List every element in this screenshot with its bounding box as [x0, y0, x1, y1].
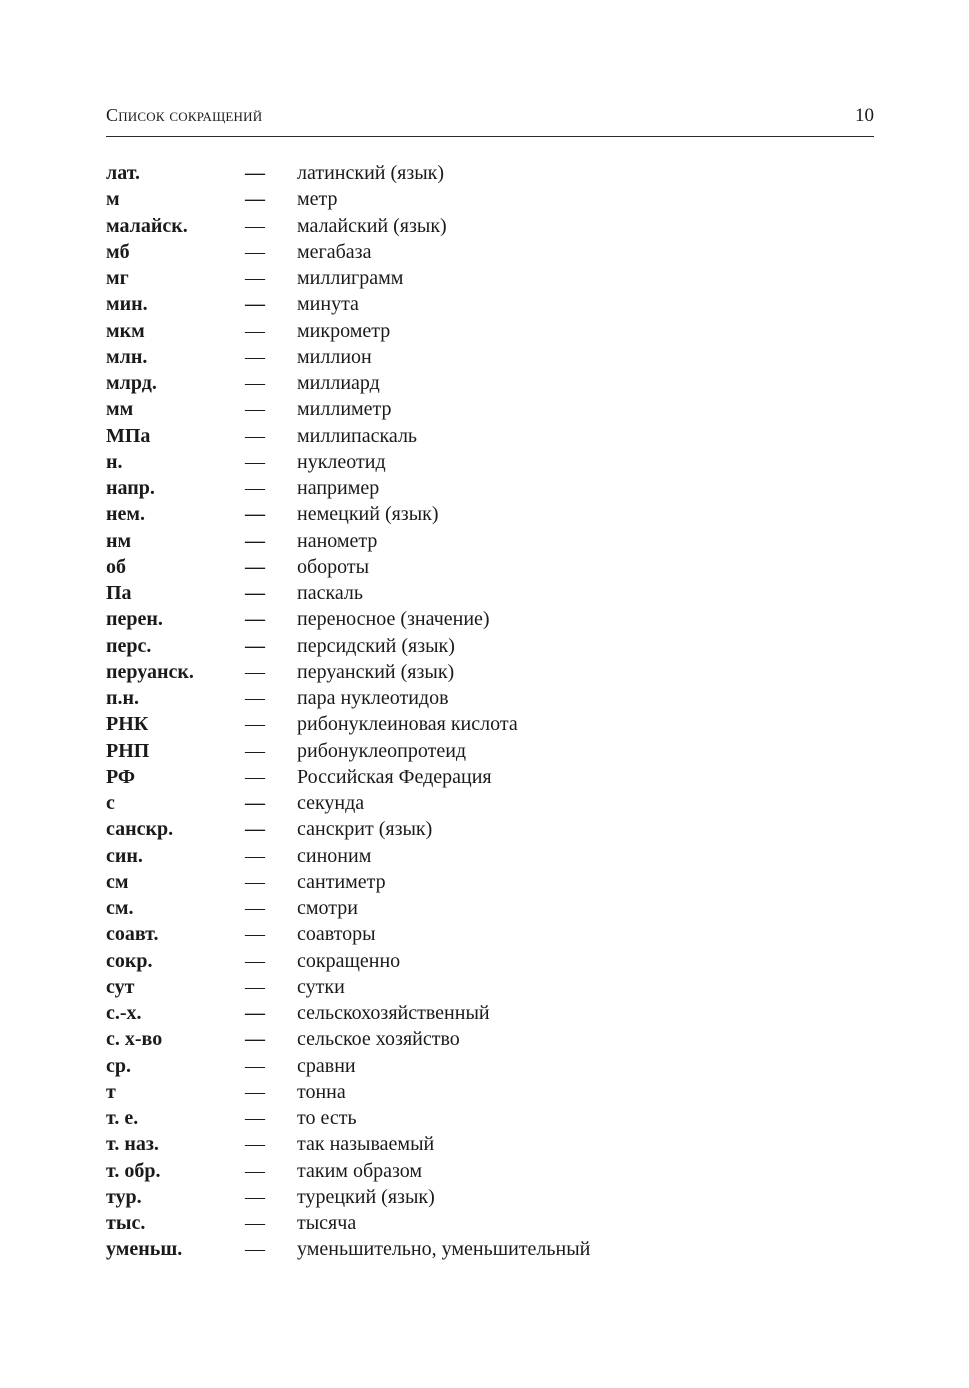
list-item [106, 659, 874, 685]
dash-separator: — [245, 345, 265, 368]
list-item [106, 816, 874, 842]
abbreviation-definition: смотри [297, 897, 358, 919]
dash-separator: — [245, 1212, 265, 1234]
list-item [106, 239, 874, 265]
list-item [106, 711, 874, 737]
list-item [106, 895, 874, 921]
abbreviation-definition: соавторы [297, 923, 376, 946]
dash-separator: — [245, 1002, 265, 1024]
abbreviation-definition: переносное (значение) [297, 608, 490, 631]
abbreviation-term: т. наз. [106, 1133, 159, 1156]
abbreviation-list [106, 160, 874, 1263]
dash-separator: — [245, 1054, 265, 1077]
list-item [106, 921, 874, 947]
dash-separator: — [245, 582, 265, 604]
dash-separator: — [245, 1133, 265, 1156]
dash-separator: — [245, 634, 265, 657]
dash-separator: — [245, 293, 265, 316]
abbreviation-definition: пара нуклеотидов [297, 687, 449, 709]
list-item [106, 790, 874, 816]
abbreviation-term: уменьш. [106, 1238, 183, 1261]
dash-separator: — [245, 870, 265, 893]
abbreviation-definition: миллиард [297, 372, 380, 394]
abbreviation-definition: сокращенно [297, 949, 401, 972]
dash-separator: — [245, 687, 265, 709]
abbreviation-term: перуанск. [106, 660, 194, 683]
abbreviation-definition: рибонуклеопротеид [297, 739, 467, 762]
abbreviation-term: РФ [106, 765, 136, 788]
abbreviation-definition: минута [297, 293, 359, 316]
abbreviation-definition: миллион [297, 345, 372, 368]
dash-separator: — [245, 975, 265, 998]
list-item [106, 501, 874, 527]
abbreviation-term: с.-х. [106, 1002, 142, 1024]
list-item [106, 160, 874, 186]
abbreviation-definition: латинский (язык) [297, 162, 445, 184]
abbreviation-term: соавт. [106, 923, 159, 946]
list-item [106, 423, 874, 449]
list-item [106, 291, 874, 317]
abbreviation-definition: секунда [297, 792, 365, 814]
dash-separator: — [245, 555, 265, 578]
list-item [106, 764, 874, 790]
abbreviation-definition: сельское хозяйство [297, 1028, 460, 1051]
abbreviation-term: напр. [106, 477, 155, 499]
dash-separator: — [245, 450, 265, 473]
abbreviation-definition: перуанский (язык) [297, 660, 455, 683]
dash-separator: — [245, 1080, 265, 1103]
dash-separator: — [245, 1185, 265, 1208]
abbreviation-term: син. [106, 844, 143, 867]
abbreviation-term: нм [106, 529, 132, 552]
dash-separator: — [245, 949, 265, 972]
dash-separator: — [245, 792, 265, 814]
abbreviation-definition: тысяча [297, 1212, 357, 1234]
abbreviation-definition: сравни [297, 1054, 356, 1077]
dash-separator: — [245, 162, 265, 184]
abbreviation-definition: нуклеотид [297, 450, 386, 473]
dash-separator: — [245, 477, 265, 499]
abbreviation-term: об [106, 555, 126, 578]
dash-separator: — [245, 608, 265, 631]
abbreviation-term: т. обр. [106, 1159, 161, 1182]
abbreviation-definition: так называемый [297, 1133, 435, 1156]
abbreviation-term: м [106, 188, 120, 211]
abbreviation-definition: сельскохозяйственный [297, 1002, 490, 1024]
list-item [106, 974, 874, 1000]
list-item [106, 1210, 874, 1236]
list-item [106, 1053, 874, 1079]
dash-separator: — [245, 1028, 265, 1051]
abbreviation-term: см. [106, 897, 134, 919]
abbreviation-definition: Российская Федерация [297, 765, 492, 788]
list-item [106, 396, 874, 422]
list-item [106, 738, 874, 764]
abbreviation-definition: например [297, 477, 380, 499]
abbreviation-definition: синоним [297, 844, 372, 867]
list-item [106, 1131, 874, 1157]
dash-separator: — [245, 424, 265, 447]
dash-separator: — [245, 214, 265, 237]
abbreviation-term: с [106, 792, 115, 814]
abbreviation-term: РНП [106, 739, 150, 762]
list-item [106, 1000, 874, 1026]
list-item [106, 685, 874, 711]
abbreviation-definition: немецкий (язык) [297, 503, 439, 526]
dash-separator: — [245, 897, 265, 919]
abbreviation-term: мкм [106, 319, 145, 342]
header-title: Список сокращений [106, 105, 263, 125]
abbreviation-definition: уменьшительно, уменьшительный [297, 1238, 591, 1261]
abbreviation-term: лат. [106, 162, 141, 184]
abbreviation-definition: микрометр [297, 319, 391, 342]
abbreviation-term: МПа [106, 424, 151, 447]
list-item [106, 869, 874, 895]
dash-separator: — [245, 923, 265, 946]
abbreviation-definition: паскаль [297, 582, 364, 604]
abbreviation-term: перен. [106, 608, 163, 631]
abbreviation-definition: метр [297, 188, 338, 211]
abbreviation-term: Па [106, 582, 132, 604]
abbreviation-term: малайск. [106, 214, 188, 237]
list-item [106, 449, 874, 475]
abbreviation-definition: миллипаскаль [297, 424, 418, 447]
dash-separator: — [245, 398, 265, 421]
abbreviation-definition: нанометр [297, 529, 378, 552]
abbreviation-term: мб [106, 240, 130, 263]
abbreviation-definition: сантиметр [297, 870, 386, 893]
abbreviation-term: н. [106, 450, 123, 473]
abbreviation-definition: турецкий (язык) [297, 1185, 435, 1208]
abbreviation-term: мин. [106, 293, 148, 316]
abbreviation-definition: малайский (язык) [297, 214, 447, 237]
abbreviation-term: млн. [106, 345, 148, 368]
list-item [106, 1079, 874, 1105]
dash-separator: — [245, 739, 265, 762]
dash-separator: — [245, 1238, 265, 1261]
dash-separator: — [245, 1107, 265, 1129]
list-item [106, 580, 874, 606]
list-item [106, 1026, 874, 1052]
abbreviation-term: млрд. [106, 372, 157, 394]
dash-separator: — [245, 529, 265, 552]
abbreviation-term: см [106, 870, 129, 893]
abbreviation-definition: то есть [297, 1107, 357, 1129]
dash-separator: — [245, 372, 265, 394]
dash-separator: — [245, 765, 265, 788]
list-item [106, 265, 874, 291]
dash-separator: — [245, 1159, 265, 1182]
list-item [106, 1105, 874, 1131]
abbreviation-term: т. е. [106, 1107, 139, 1129]
abbreviation-term: ср. [106, 1054, 131, 1077]
list-item [106, 475, 874, 501]
list-item [106, 528, 874, 554]
abbreviation-definition: мегабаза [297, 240, 372, 263]
page-number: 10 [855, 105, 874, 126]
list-item [106, 213, 874, 239]
abbreviation-definition: миллиметр [297, 398, 392, 421]
dash-separator: — [245, 188, 265, 211]
dash-separator: — [245, 660, 265, 683]
list-item [106, 370, 874, 396]
list-item [106, 318, 874, 344]
abbreviation-definition: тонна [297, 1080, 346, 1103]
abbreviation-term: сут [106, 975, 135, 998]
abbreviation-term: мм [106, 398, 134, 421]
list-item [106, 843, 874, 869]
abbreviation-term: с. х-во [106, 1028, 163, 1051]
list-item [106, 1158, 874, 1184]
dash-separator: — [245, 319, 265, 342]
abbreviation-definition: миллиграмм [297, 267, 404, 289]
abbreviation-term: тыс. [106, 1212, 146, 1234]
abbreviation-term: санскр. [106, 818, 174, 841]
list-item [106, 1184, 874, 1210]
list-item [106, 186, 874, 212]
list-item [106, 948, 874, 974]
abbreviation-term: мг [106, 267, 129, 289]
list-item [106, 554, 874, 580]
abbreviation-definition: санскрит (язык) [297, 818, 433, 841]
dash-separator: — [245, 713, 265, 736]
list-item [106, 633, 874, 659]
dash-separator: — [245, 844, 265, 867]
abbreviation-term: сокр. [106, 949, 153, 972]
abbreviation-definition: рибонуклеиновая кислота [297, 713, 518, 736]
abbreviation-term: перс. [106, 634, 152, 657]
abbreviation-definition: таким образом [297, 1159, 423, 1182]
abbreviation-definition: обороты [297, 555, 370, 578]
dash-separator: — [245, 503, 265, 526]
abbreviation-term: нем. [106, 503, 146, 526]
abbreviation-term: РНК [106, 713, 149, 736]
page-header [106, 103, 874, 137]
abbreviation-term: тур. [106, 1185, 142, 1208]
dash-separator: — [245, 240, 265, 263]
list-item [106, 344, 874, 370]
list-item [106, 1236, 874, 1262]
list-item [106, 606, 874, 632]
abbreviation-term: т [106, 1080, 116, 1103]
abbreviation-term: п.н. [106, 687, 140, 709]
abbreviation-definition: персидский (язык) [297, 634, 455, 657]
dash-separator: — [245, 267, 265, 289]
abbreviation-definition: сутки [297, 975, 345, 998]
dash-separator: — [245, 818, 265, 841]
